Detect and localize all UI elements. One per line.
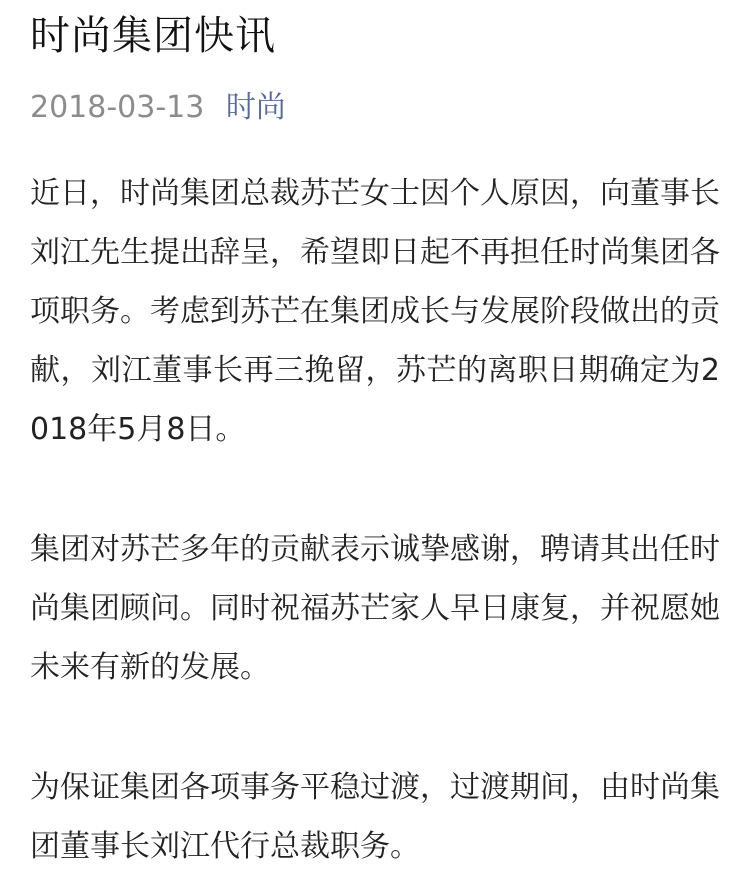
paragraph-3: 为保证集团各项事务平稳过渡，过渡期间，由时尚集团董事长刘江代行总裁职务。 bbox=[30, 770, 720, 864]
paragraph-2: 集团对苏芒多年的贡献表示诚挚感谢，聘请其出任时尚集团顾问。同时祝福苏芒家人早日康复，并祝愿她未来有新的发展。 bbox=[30, 532, 720, 685]
paragraph-1: 近日，时尚集团总裁苏芒女士因个人原因，向董事长刘江先生提出辞呈，希望即日起不再担任时尚集团各项职务。考虑到苏芒在集团成长与发展阶段做出的贡献，刘江董事长再三挽留，苏芒的离职日期确定为2018年5月8日。 bbox=[30, 176, 720, 447]
category-link[interactable]: 时尚 bbox=[225, 90, 286, 125]
publish-date: 2018-03-13 bbox=[30, 90, 205, 125]
article-meta bbox=[30, 88, 720, 128]
article-title: 时尚集团快讯 bbox=[30, 13, 276, 59]
article-body bbox=[30, 164, 720, 876]
